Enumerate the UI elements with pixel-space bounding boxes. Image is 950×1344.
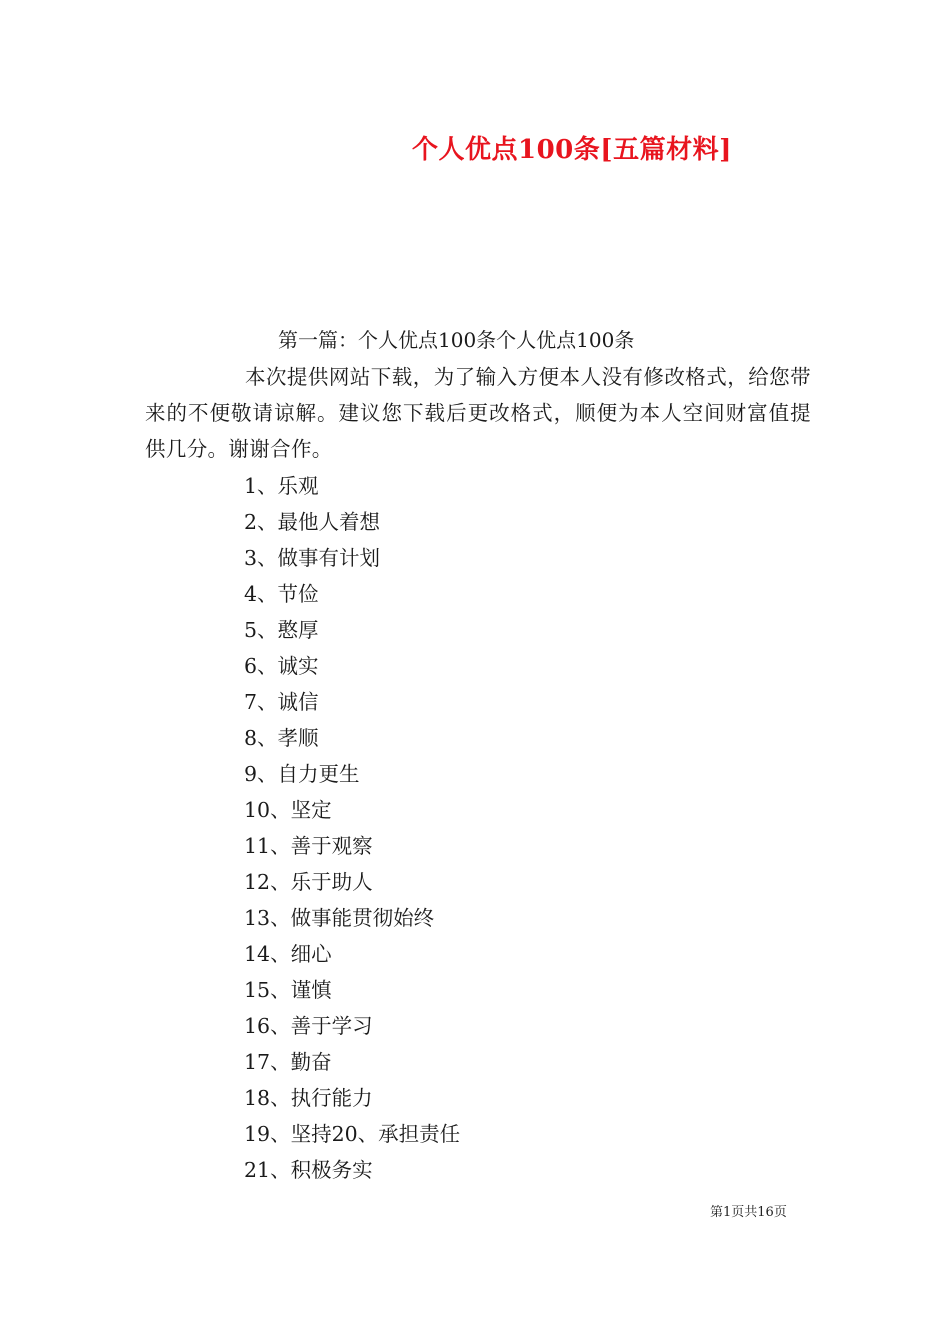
list-item: 12、乐于助人	[244, 870, 373, 894]
list-item: 6、诚实	[244, 654, 319, 678]
list-item: 1、乐观	[244, 474, 319, 498]
list-item: 14、细心	[244, 942, 332, 966]
page-number-footer: 第1页共16页	[710, 1205, 787, 1220]
merits-list	[244, 468, 460, 1188]
list-item: 21、积极务实	[244, 1158, 373, 1182]
list-item: 5、憨厚	[244, 618, 319, 642]
list-item: 10、坚定	[244, 798, 332, 822]
list-item: 13、做事能贯彻始终	[244, 906, 435, 930]
list-item: 3、做事有计划	[244, 546, 381, 570]
list-item: 16、善于学习	[244, 1014, 373, 1038]
list-item: 15、谨慎	[244, 978, 332, 1002]
list-item: 4、节俭	[244, 582, 319, 606]
list-item: 7、诚信	[244, 690, 319, 714]
list-item: 2、最他人着想	[244, 510, 381, 534]
list-item: 17、勤奋	[244, 1050, 332, 1074]
list-item: 11、善于观察	[244, 834, 373, 858]
list-item: 8、孝顺	[244, 726, 319, 750]
list-item: 18、执行能力	[244, 1086, 373, 1110]
intro-paragraph: 本次提供网站下载，为了输入方便本人没有修改格式，给您带来的不便敬请谅解。建议您下载后更改格式，顺便为本人空间财富值提供几分。谢谢合作。	[145, 365, 811, 461]
list-item: 19、坚持20、承担责任	[244, 1122, 461, 1146]
list-item: 9、自力更生	[244, 762, 360, 786]
document-title: 个人优点100条[五篇材料]	[412, 135, 732, 165]
section-heading: 第一篇：个人优点100条个人优点100条	[278, 328, 635, 352]
